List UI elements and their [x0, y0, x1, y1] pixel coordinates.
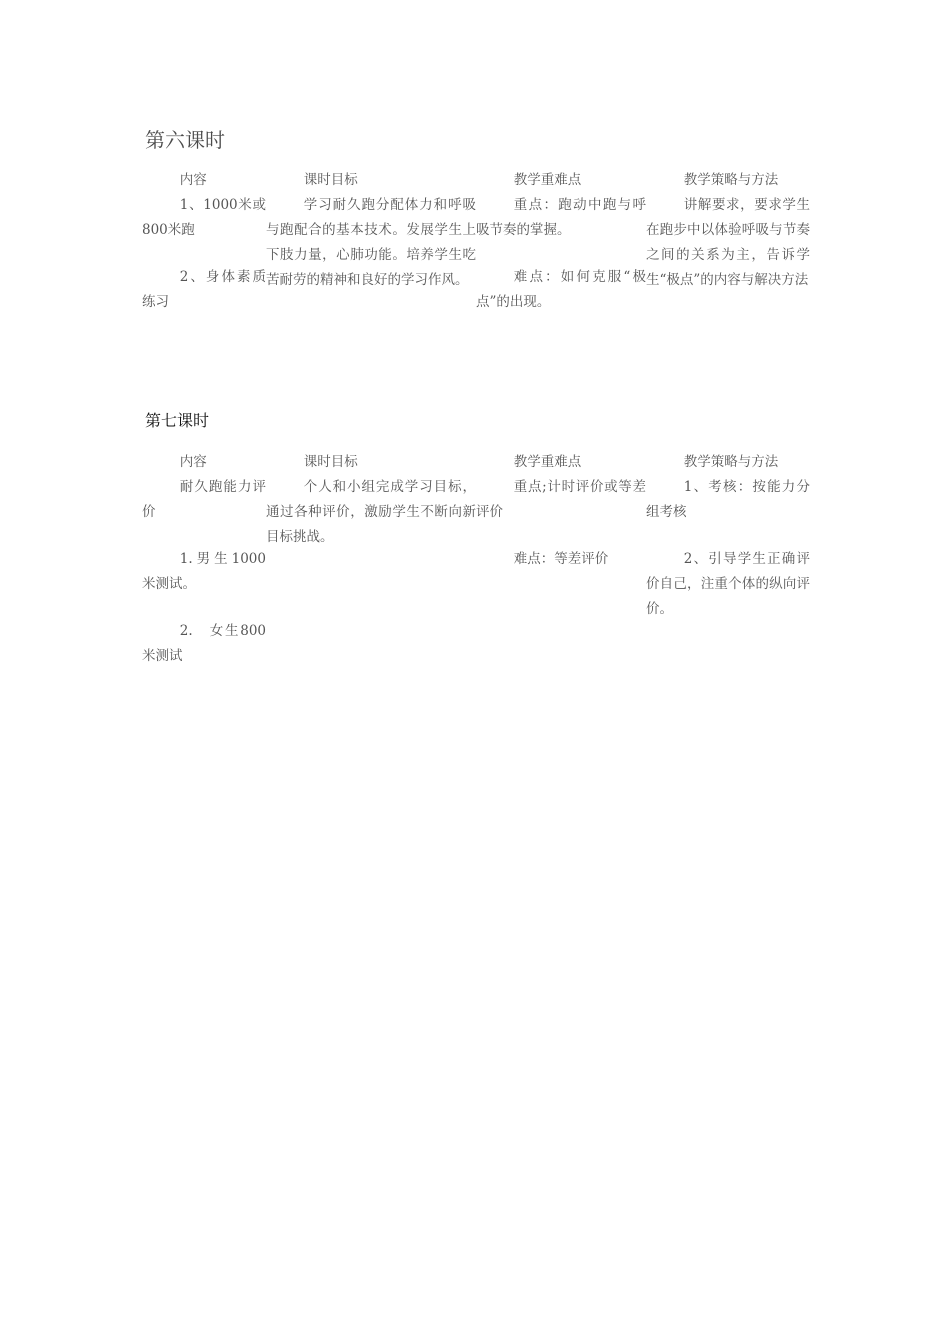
lesson-6-method-column: [646, 168, 810, 293]
method-paragraph: 讲解要求，要求学生在跑步中以体验呼吸与节奏之间的关系为主，告诉学生“极点”的内容与解决方法: [646, 197, 810, 288]
method-paragraph: 2、引导学生正确评价自己，注重个体的纵向评价。: [646, 551, 810, 617]
column-header-keypoints: 教学重难点: [513, 172, 582, 188]
keypoints-paragraph: 重点：跑动中跑与呼吸节奏的掌握。: [476, 197, 646, 238]
column-header-method: 教学策略与方法: [683, 454, 779, 470]
lesson-6-title: 第六课时: [145, 128, 225, 152]
lesson-7-keypoints-column: [476, 450, 646, 572]
content-paragraph: 1、1000米或800米跑: [142, 197, 266, 238]
lesson-6-keypoints-column: [476, 168, 646, 315]
lesson-6-content-column: [142, 168, 266, 315]
content-paragraph: 1.男生1000米测试。: [142, 551, 266, 592]
column-header-content: 内容: [179, 454, 207, 470]
content-paragraph: 耐久跑能力评价: [142, 479, 266, 520]
content-paragraph: 2. 女生800米测试: [142, 623, 266, 664]
method-paragraph: 1、考核：按能力分组考核: [646, 479, 810, 520]
column-header-content: 内容: [179, 172, 207, 188]
lesson-7-method-column: [646, 450, 810, 622]
column-header-method: 教学策略与方法: [683, 172, 779, 188]
lesson-7-goal-column: [266, 450, 476, 550]
keypoints-paragraph: 难点：如何克服“极点”的出现。: [476, 269, 646, 310]
goal-paragraph: 学习耐久跑分配体力和呼吸与跑配合的基本技术。发展学生上下肢力量，心肺功能。培养学生吃苦耐劳的精神和良好的学习作风。: [266, 197, 476, 288]
lesson-7-content-column: [142, 450, 266, 669]
goal-paragraph: 个人和小组完成学习目标，通过各种评价，激励学生不断向新目标挑战。: [266, 479, 476, 545]
lesson-6-goal-column: [266, 168, 476, 293]
content-paragraph: 2、身体素质练习: [142, 269, 266, 310]
column-header-goal: 课时目标: [303, 454, 358, 470]
lesson-7-title: 第七课时: [145, 411, 210, 430]
keypoints-paragraph: 难点：等差评价: [513, 551, 609, 567]
column-header-keypoints: 教学重难点: [513, 454, 582, 470]
column-header-goal: 课时目标: [303, 172, 358, 188]
keypoints-paragraph: 重点;计时评价或等差评价: [476, 479, 646, 520]
